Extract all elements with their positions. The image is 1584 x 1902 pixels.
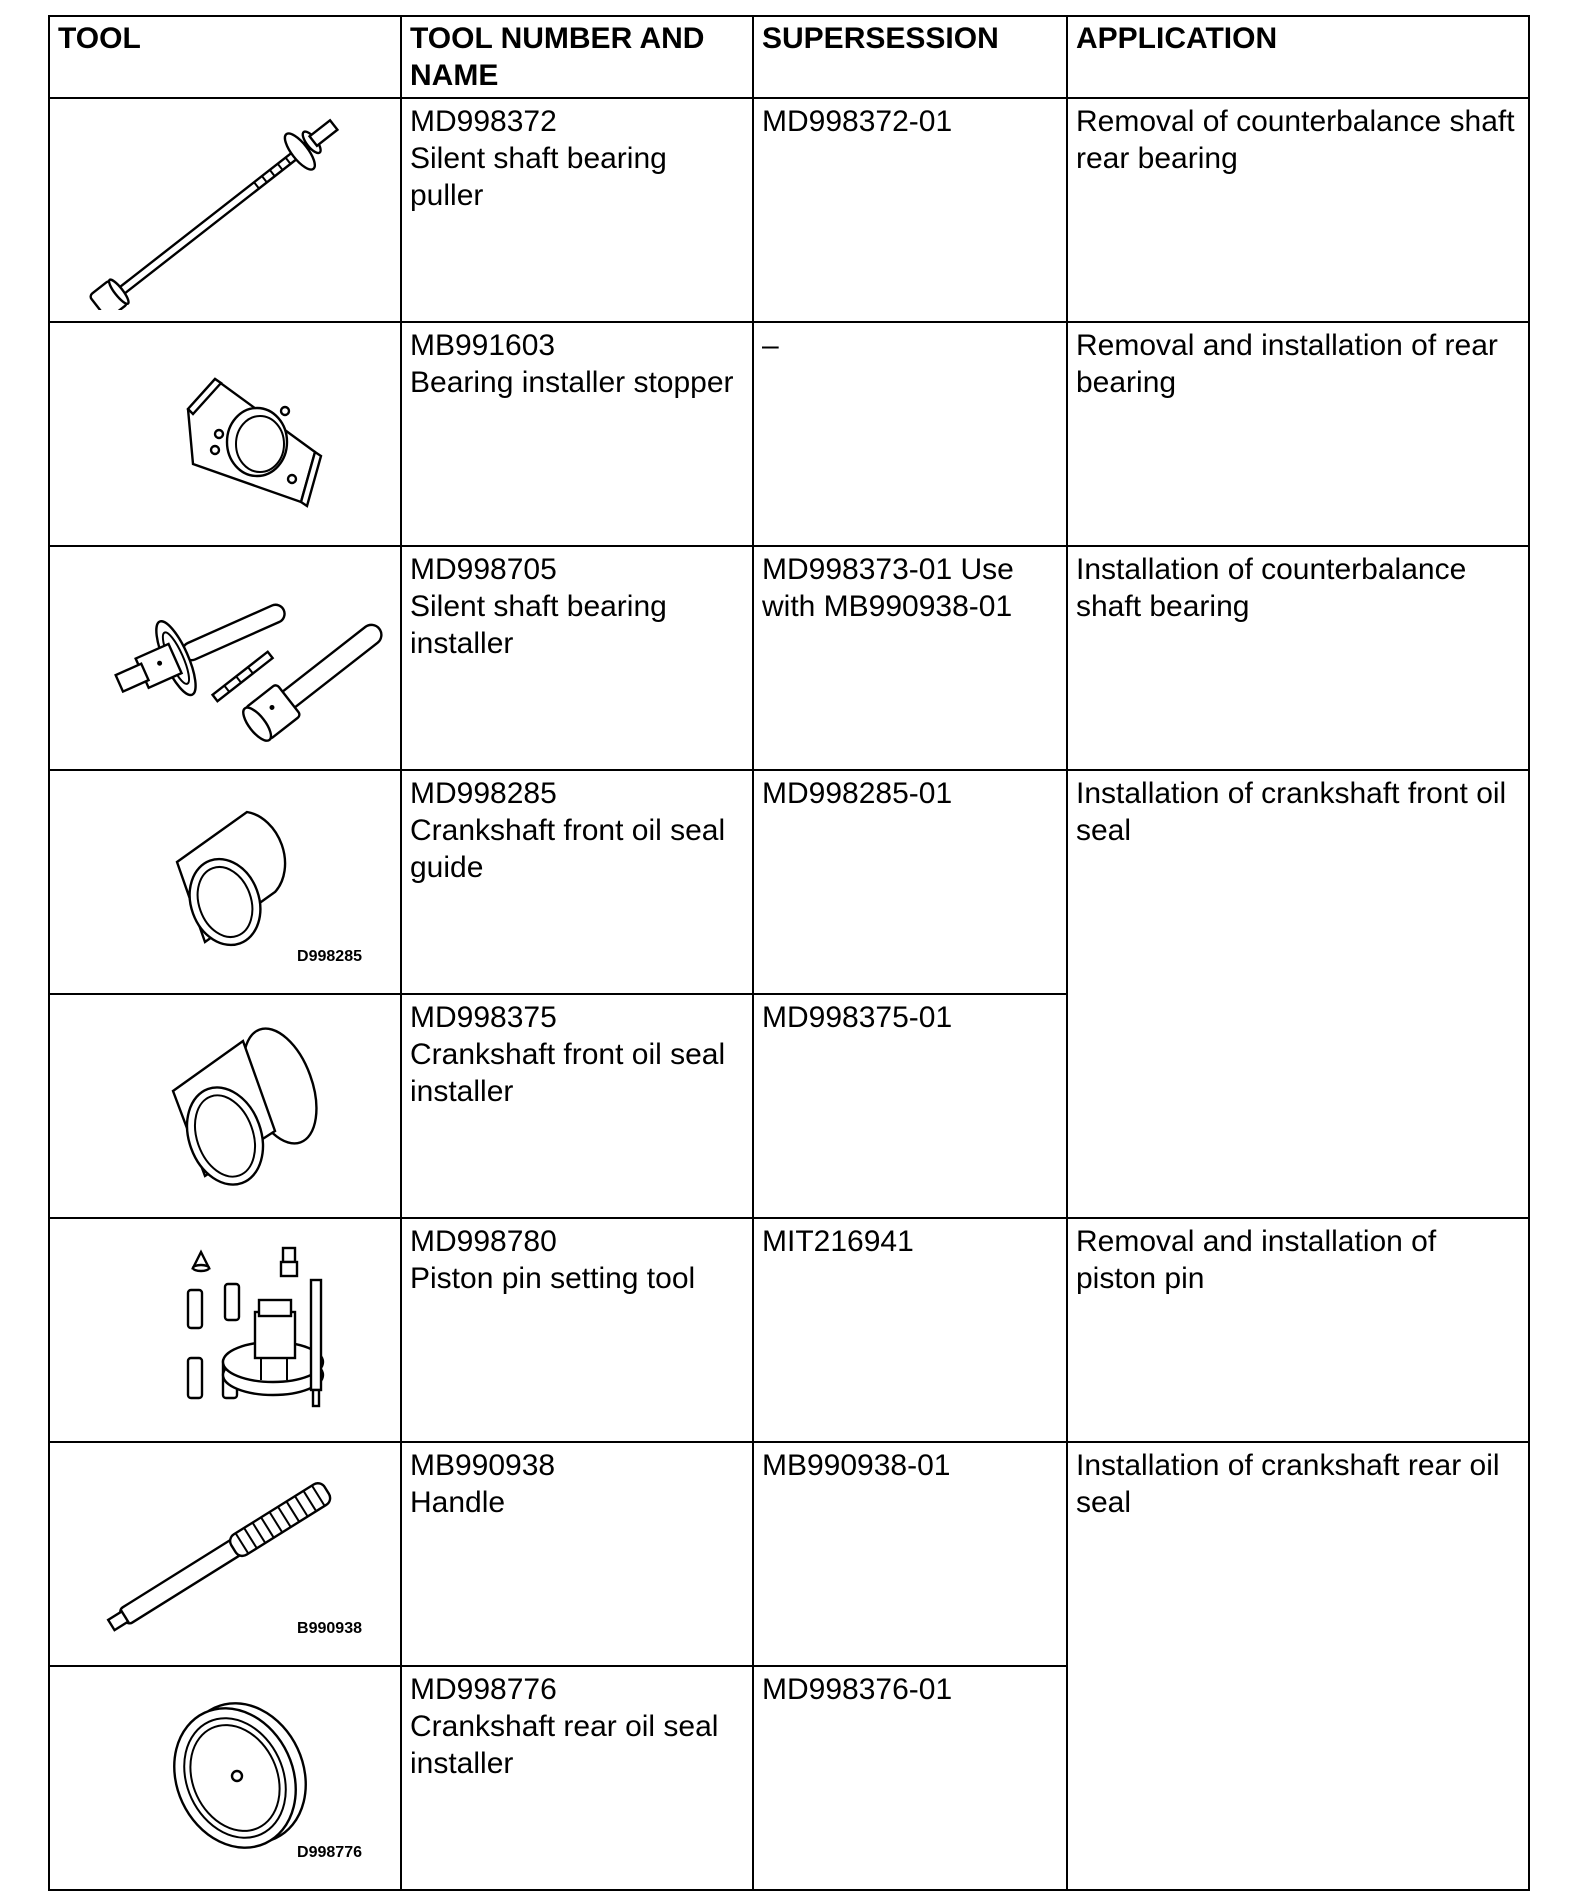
special-tools-table	[48, 15, 1530, 1891]
tool-name: Piston pin setting tool	[410, 1262, 696, 1295]
tool-illustration-cell	[49, 1218, 401, 1442]
tool-number-and-name-cell	[401, 322, 753, 546]
bearing-installer-stopper-plate-icon	[75, 334, 375, 534]
table-row	[49, 322, 1529, 546]
tool-number: MD998776	[410, 1673, 557, 1706]
piston-pin-setting-tool-kit-icon	[75, 1230, 375, 1430]
supersession-cell: MD998373-01 Use with MB990938-01	[753, 546, 1067, 770]
tool-number: MD998285	[410, 777, 557, 810]
tool-illustration-cell	[49, 770, 401, 994]
tool-name: Crankshaft front oil seal guide	[410, 814, 726, 884]
application-cell: Removal and installation of piston pin	[1067, 1218, 1529, 1442]
table-row	[49, 770, 1529, 994]
tool-illustration-cell	[49, 994, 401, 1218]
header-supersession: SUPERSESSION	[753, 16, 1067, 98]
tool-number-and-name-cell	[401, 1218, 753, 1442]
tool-number-and-name-cell	[401, 546, 753, 770]
application-cell: Installation of crankshaft front oil seal	[1067, 770, 1529, 1218]
header-row	[49, 16, 1529, 98]
tool-name: Crankshaft front oil seal installer	[410, 1038, 726, 1108]
table-row	[49, 1218, 1529, 1442]
application-cell: Installation of counterbalance shaft bearing	[1067, 546, 1529, 770]
tool-number: MD998705	[410, 553, 557, 586]
tool-illustration-cell	[49, 322, 401, 546]
supersession-cell: MD998376-01	[753, 1666, 1067, 1890]
application-cell: Removal of counterbalance shaft rear bearing	[1067, 98, 1529, 322]
illustration-label: B990938	[297, 1620, 362, 1637]
table-row	[49, 546, 1529, 770]
tool-number-and-name-cell	[401, 1666, 753, 1890]
tool-number: MB990938	[410, 1449, 556, 1482]
application-cell: Installation of crankshaft rear oil seal	[1067, 1442, 1529, 1890]
tool-illustration-cell	[49, 1442, 401, 1666]
supersession-cell: –	[753, 322, 1067, 546]
supersession-cell: MD998372-01	[753, 98, 1067, 322]
supersession-cell: MD998375-01	[753, 994, 1067, 1218]
tool-name: Silent shaft bearing puller	[410, 142, 667, 212]
application-cell: Removal and installation of rear bearing	[1067, 322, 1529, 546]
tool-illustration-cell	[49, 98, 401, 322]
table-row	[49, 1442, 1529, 1666]
tool-name: Bearing installer stopper	[410, 366, 734, 399]
supersession-cell: MIT216941	[753, 1218, 1067, 1442]
tool-number-and-name-cell	[401, 994, 753, 1218]
oil-seal-installer-flanged-sleeve-icon	[75, 1006, 375, 1206]
supersession-cell: MB990938-01	[753, 1442, 1067, 1666]
shaft-bearing-puller-icon	[75, 110, 375, 310]
shaft-bearing-installer-set-icon	[65, 558, 385, 758]
tool-number: MD998375	[410, 1001, 557, 1034]
tool-name: Crankshaft rear oil seal installer	[410, 1710, 719, 1780]
tool-name: Silent shaft bearing installer	[410, 590, 667, 660]
illustration-label: D998776	[297, 1844, 362, 1861]
header-tool: TOOL	[49, 16, 401, 98]
table-row	[49, 98, 1529, 322]
tool-number-and-name-cell	[401, 98, 753, 322]
illustration-label: D998285	[297, 948, 362, 965]
header-tool-number-and-name: TOOL NUMBER AND NAME	[401, 16, 753, 98]
tool-number-and-name-cell	[401, 1442, 753, 1666]
tool-illustration-cell	[49, 1666, 401, 1890]
tool-number: MD998780	[410, 1225, 557, 1258]
tool-number-and-name-cell	[401, 770, 753, 994]
header-application: APPLICATION	[1067, 16, 1529, 98]
tool-number: MB991603	[410, 329, 556, 362]
supersession-cell: MD998285-01	[753, 770, 1067, 994]
tool-number: MD998372	[410, 105, 557, 138]
tool-illustration-cell	[49, 546, 401, 770]
tool-name: Handle	[410, 1486, 506, 1519]
